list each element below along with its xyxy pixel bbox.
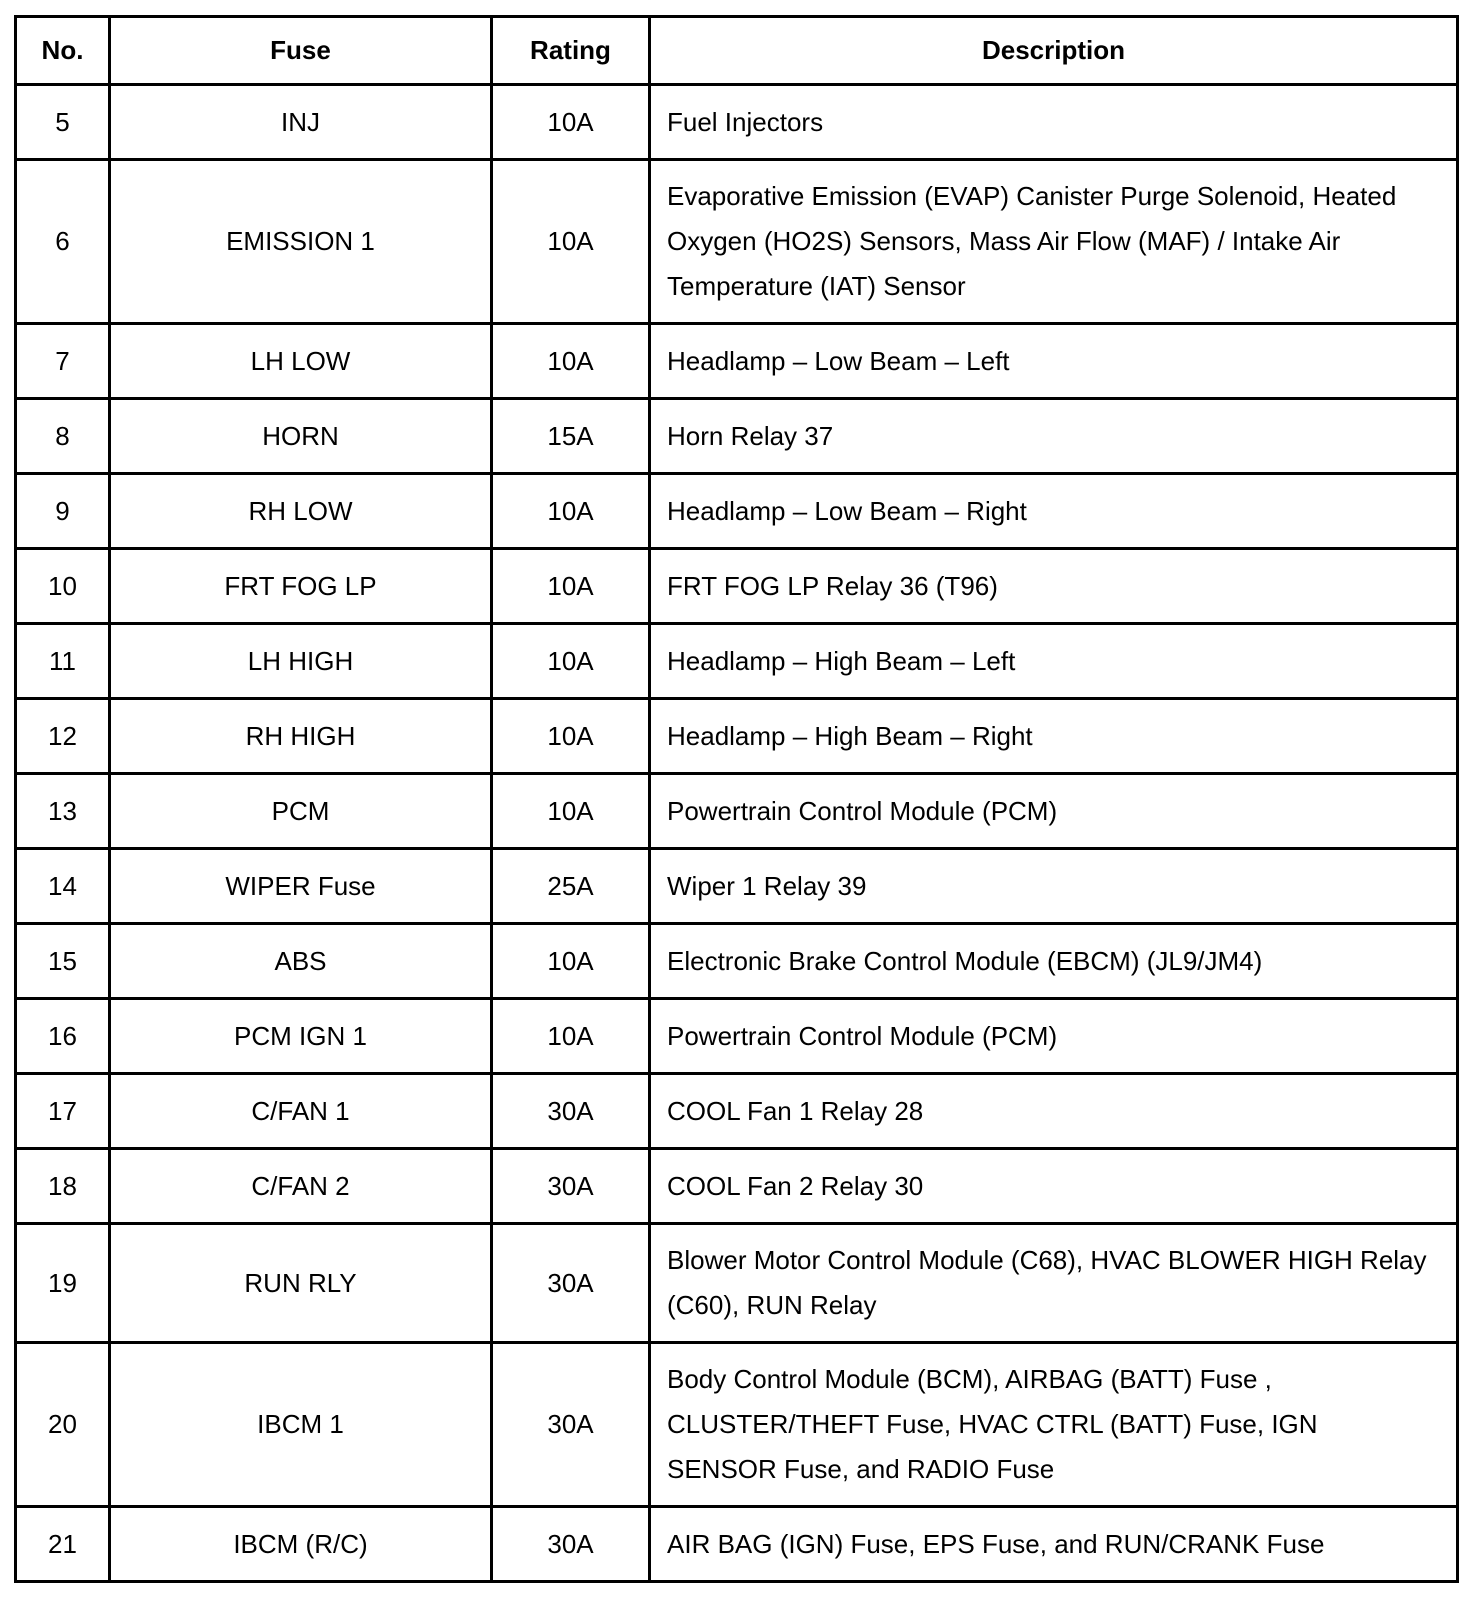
table-row bbox=[16, 999, 1458, 1074]
fuse-table bbox=[14, 15, 1459, 1583]
cell-rating: 30A bbox=[492, 1149, 650, 1224]
table-row bbox=[16, 699, 1458, 774]
cell-no: 19 bbox=[16, 1224, 110, 1343]
cell-no: 5 bbox=[16, 85, 110, 160]
cell-rating: 10A bbox=[492, 699, 650, 774]
table-row bbox=[16, 399, 1458, 474]
cell-description: COOL Fan 1 Relay 28 bbox=[650, 1074, 1458, 1149]
cell-rating: 10A bbox=[492, 774, 650, 849]
table-row bbox=[16, 849, 1458, 924]
cell-rating: 10A bbox=[492, 85, 650, 160]
cell-no: 8 bbox=[16, 399, 110, 474]
cell-fuse: INJ bbox=[110, 85, 492, 160]
table-row bbox=[16, 1149, 1458, 1224]
cell-rating: 10A bbox=[492, 324, 650, 399]
table-row bbox=[16, 774, 1458, 849]
table-row bbox=[16, 1507, 1458, 1582]
cell-rating: 10A bbox=[492, 624, 650, 699]
cell-description: Blower Motor Control Module (C68), HVAC BLOWER HIGH Relay (C60), RUN Relay bbox=[650, 1224, 1458, 1343]
cell-no: 6 bbox=[16, 160, 110, 324]
table-row bbox=[16, 1074, 1458, 1149]
cell-fuse: RUN RLY bbox=[110, 1224, 492, 1343]
cell-description: Powertrain Control Module (PCM) bbox=[650, 774, 1458, 849]
header-no: No. bbox=[16, 17, 110, 85]
cell-no: 16 bbox=[16, 999, 110, 1074]
cell-fuse: LH LOW bbox=[110, 324, 492, 399]
cell-rating: 10A bbox=[492, 549, 650, 624]
cell-fuse: EMISSION 1 bbox=[110, 160, 492, 324]
cell-description: FRT FOG LP Relay 36 (T96) bbox=[650, 549, 1458, 624]
cell-description: COOL Fan 2 Relay 30 bbox=[650, 1149, 1458, 1224]
table-row bbox=[16, 85, 1458, 160]
cell-no: 9 bbox=[16, 474, 110, 549]
cell-fuse: LH HIGH bbox=[110, 624, 492, 699]
cell-fuse: C/FAN 2 bbox=[110, 1149, 492, 1224]
cell-no: 11 bbox=[16, 624, 110, 699]
cell-fuse: ABS bbox=[110, 924, 492, 999]
table-row bbox=[16, 624, 1458, 699]
cell-no: 7 bbox=[16, 324, 110, 399]
cell-rating: 10A bbox=[492, 474, 650, 549]
cell-rating: 30A bbox=[492, 1507, 650, 1582]
header-row bbox=[16, 17, 1458, 85]
cell-rating: 30A bbox=[492, 1343, 650, 1507]
cell-fuse: PCM bbox=[110, 774, 492, 849]
cell-description: Headlamp – High Beam – Right bbox=[650, 699, 1458, 774]
cell-fuse: IBCM 1 bbox=[110, 1343, 492, 1507]
cell-rating: 10A bbox=[492, 924, 650, 999]
cell-no: 12 bbox=[16, 699, 110, 774]
cell-description: Wiper 1 Relay 39 bbox=[650, 849, 1458, 924]
cell-fuse: RH LOW bbox=[110, 474, 492, 549]
cell-no: 18 bbox=[16, 1149, 110, 1224]
cell-fuse: WIPER Fuse bbox=[110, 849, 492, 924]
cell-description: Electronic Brake Control Module (EBCM) (JL9/JM4) bbox=[650, 924, 1458, 999]
table-row bbox=[16, 549, 1458, 624]
cell-description: Headlamp – Low Beam – Left bbox=[650, 324, 1458, 399]
cell-no: 20 bbox=[16, 1343, 110, 1507]
table-row bbox=[16, 1224, 1458, 1343]
cell-no: 21 bbox=[16, 1507, 110, 1582]
cell-rating: 15A bbox=[492, 399, 650, 474]
cell-no: 15 bbox=[16, 924, 110, 999]
cell-description: Evaporative Emission (EVAP) Canister Purge Solenoid, Heated Oxygen (HO2S) Sensors, Mass Air Flow (MAF) / Intake Air Temperature (IAT) Sensor bbox=[650, 160, 1458, 324]
cell-fuse: C/FAN 1 bbox=[110, 1074, 492, 1149]
cell-rating: 10A bbox=[492, 160, 650, 324]
cell-description: Body Control Module (BCM), AIRBAG (BATT) Fuse , CLUSTER/THEFT Fuse, HVAC CTRL (BATT) Fuse, IGN SENSOR Fuse, and RADIO Fuse bbox=[650, 1343, 1458, 1507]
cell-description: Headlamp – Low Beam – Right bbox=[650, 474, 1458, 549]
header-fuse: Fuse bbox=[110, 17, 492, 85]
cell-fuse: FRT FOG LP bbox=[110, 549, 492, 624]
cell-fuse: IBCM (R/C) bbox=[110, 1507, 492, 1582]
table-row bbox=[16, 160, 1458, 324]
cell-fuse: PCM IGN 1 bbox=[110, 999, 492, 1074]
cell-description: Powertrain Control Module (PCM) bbox=[650, 999, 1458, 1074]
header-rating: Rating bbox=[492, 17, 650, 85]
cell-description: Fuel Injectors bbox=[650, 85, 1458, 160]
cell-description: Headlamp – High Beam – Left bbox=[650, 624, 1458, 699]
cell-no: 10 bbox=[16, 549, 110, 624]
table-row bbox=[16, 324, 1458, 399]
cell-rating: 10A bbox=[492, 999, 650, 1074]
header-description: Description bbox=[650, 17, 1458, 85]
table-row bbox=[16, 474, 1458, 549]
cell-description: AIR BAG (IGN) Fuse, EPS Fuse, and RUN/CRANK Fuse bbox=[650, 1507, 1458, 1582]
cell-fuse: HORN bbox=[110, 399, 492, 474]
table-row bbox=[16, 1343, 1458, 1507]
table-row bbox=[16, 924, 1458, 999]
cell-description: Horn Relay 37 bbox=[650, 399, 1458, 474]
cell-rating: 30A bbox=[492, 1074, 650, 1149]
cell-no: 14 bbox=[16, 849, 110, 924]
cell-rating: 25A bbox=[492, 849, 650, 924]
cell-fuse: RH HIGH bbox=[110, 699, 492, 774]
cell-no: 13 bbox=[16, 774, 110, 849]
cell-no: 17 bbox=[16, 1074, 110, 1149]
cell-rating: 30A bbox=[492, 1224, 650, 1343]
